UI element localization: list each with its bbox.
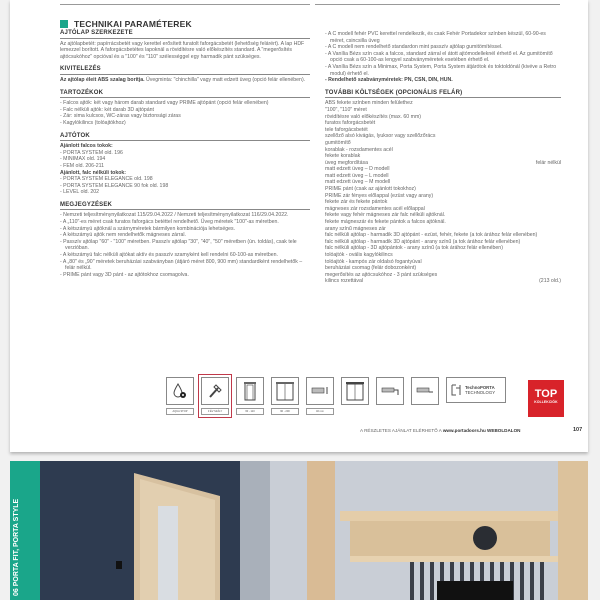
list-item: - MINIMAX old. 194 [60,156,106,163]
catalog-page [10,0,588,452]
extra-cost-item [325,278,561,285]
extra-cost-item [325,160,561,167]
list-item: - Kagylókilincs (tolóajtókhoz) [60,119,126,126]
extra-cost-label: matt edzett üveg – M modell [325,179,391,186]
extra-cost-item [325,199,561,206]
technoporta-badge: TechnoPORTA TECHNOLOGY [446,377,506,403]
thickness-icon [310,384,330,398]
icon-aqua-stop: AQUA STOP [166,377,194,415]
extra-cost-label: üveg megfordítása [325,159,368,166]
ajtolap-text: Az ajtólapbetét: papírrácsbetét vagy kerettel erősített furatolt faforgácsbetét (lehetőség felárért). A lap HDF lemezzel borított. A faforgácsbetétes lapoknál a rövidítésre való előkészítés standard. A "megerősítés ajtócsukóhoz" opcióval és a "100" és "110" szélességgel egy harmadik pánt szükséges. [60,40,305,60]
ajtolap-section [60,30,310,60]
list-item: - A kétszámyú falc nélküli ajtókat aktív és passzív szamyként kell rendelni 60-100-as méretben. [60,252,278,259]
sliding-door-icon [345,381,365,401]
extra-cost-item [325,212,561,219]
megjegyzesek-section [60,202,310,279]
kivitelezes-section [60,66,310,83]
flush-profile-icon [415,384,435,398]
extra-cost-item [325,219,561,226]
extra-cost-label: furatos faforgácsbetét [325,120,376,127]
list-item: - A kétszámyú ajtók nem rendelhetők mágneses zárral. [60,232,187,239]
standard-sizes: - Rendelhető szabványméretek: PN, CSN, DIN, HUN. [325,77,453,84]
extra-cost-label: matt edzett üveg – D modell [325,166,390,173]
extra-cost-label: falc nélküli ajtólap - 3D ajtópántok - arany színű (a tok árához felár ellenében) [325,245,503,252]
extra-cost-label: korablak - rozsdamentes acél [325,146,393,153]
icon-rebate-profile [376,377,404,405]
extra-cost-label: "100", "110" méret [325,106,367,113]
extra-cost-item [325,226,561,233]
list-item: - FEM old. 206-211 [60,162,105,169]
notes-section [325,31,561,84]
extra-cost-note: (213 old.) [539,278,561,285]
top-divider-right [315,4,560,5]
ajtotok-sub2: Ajánlott, falc nélküli tokok: [60,169,127,176]
extra-cost-item [325,166,561,173]
extra-cost-label: tolóajtók - kampós zár oldalsó fogantyúval [325,258,422,265]
list-item: - A „110"-es méret csak furatos faforgács betéttel rendelhető. Üveg méretek "100"-as méretben. [60,219,279,226]
extra-cost-item [325,252,561,259]
page-number: 107 [573,427,583,433]
extra-cost-label: matt edzett üveg – L modell [325,172,389,179]
extra-cost-note: felár nélkül [535,159,561,166]
water-drop-icon [171,382,189,400]
extra-costs-list [325,100,561,285]
ajtotok-sub1: Ajánlott falcos tokok: [60,143,113,150]
icon-sliding-door [341,377,369,405]
list-item: - PORTA SYSTEM old. 196 [60,149,123,156]
extra-cost-label: tolóajtók - ovális kagylókilincs [325,252,393,258]
extra-cost-label: megerősítés az ajtócsukóhoz - 3 pánt szükséges [325,271,438,278]
extra-cost-label: kilincs rozettával [325,278,364,285]
icon-single-door: 60 - 110 [236,377,264,415]
extra-cost-item [325,232,561,239]
list-item: - PORTA SYSTEM ELEGANCE 90 fok old. 198 [60,182,169,189]
double-door-icon [275,381,295,401]
extra-cost-label: gumitömítő [325,139,351,146]
extra-cost-item [325,193,561,200]
website-link[interactable]: www.portadoors.hu [442,428,486,433]
section-title: TECHNIKAI PARAMÉTEREK [60,19,192,29]
extra-cost-label: PRIME zár fényes előlappal (ezüst vagy arany) [325,192,434,199]
list-item: - A kétszámyú ajtóknál a szárnyméretek bármilyen kombinációja lehetséges. [60,225,236,232]
extra-cost-label: PRIME pánt (csak az ajánlott tokokhoz) [325,186,416,193]
list-item: - Falcos ajtók: két vagy három darab standard vagy PRIME ajtópánt (opció felár ellenében) [60,100,269,107]
extra-cost-item [325,107,561,114]
extra-cost-item [325,206,561,213]
extra-cost-label: arany színű mágneses zár [325,225,386,232]
extra-cost-label: fekete zár és fekete pántok [325,199,388,206]
list-item: - A C modell fehér PVC kerettel rendelkezik, és csak Fehér Portadekor színben készül, 60-90-es méret, csincsilla üveg [325,31,546,44]
extra-cost-item [325,147,561,154]
extra-cost-label: fekete korablak [325,153,361,160]
icon-double-door: 90 - 200 [271,377,299,415]
extra-cost-item [325,265,561,272]
extra-cost-label: fekete mágneszár és fekete pántok a falcos ajtóknál. [325,219,446,226]
top-collection-badge: TOP KOLLEKCIÓK [528,380,564,417]
extra-cost-label: rövidítésre való előkészítés (max. 60 mm) [325,113,421,120]
extra-cost-item [325,259,561,266]
single-door-icon [241,381,259,401]
extra-cost-item [325,186,561,193]
megjegyzesek-heading: MEGJEGYZÉSEK [60,202,310,211]
list-item: - Zár: sima kulcsos, WC-záras vagy biztonsági záras [60,113,181,120]
list-item: - Falc nélküli ajtók: két darab 3D ajtópánt [60,106,155,113]
rebate-profile-icon [380,384,400,398]
extra-cost-item [325,100,561,107]
list-item: - A C modell nem rendelhető standardon mint passzív ajtólap gumitömítéssel. [325,44,503,51]
technoporta-icon [450,383,462,397]
extra-cost-item [325,272,561,279]
extra-cost-item [325,114,561,121]
extra-costs-heading: TOVÁBBI KÖLTSÉGEK (OPCIONÁLIS FELÁR) [325,90,561,99]
hammer-icon [206,382,224,400]
list-item: - A Vanília Bézs szín a Minimax, Porta System, Porta System átjárótok és toktoldónál (kivéve a Retro modul) érhető el. [325,63,557,77]
right-column [325,31,561,285]
icon-flush-profile [411,377,439,405]
footer-text: A RÉSZLETES AJÁNLAT ELÉRHETŐ A www.portadoors.hu WEBOLDALON [360,428,521,433]
tartozekok-section [60,90,310,127]
left-column [60,30,310,278]
extra-costs-section [325,90,561,285]
interior-photo [10,461,588,600]
list-item: - A Vanília Bézs szín csak a falcos, standard zárral el átott ajtómodelleknél érhető el. Az gumitömítő opció csak a 60-100-as lengyel szabványméretek esetében érhető el. [325,50,553,64]
extra-cost-item [325,179,561,186]
list-item: - Passzív ajtólap "60" - "100" méretben. Passzív ajtólap "30", "40", "50" méretben (ún. toldás), csak tele verzióban. [60,238,297,252]
extra-cost-item [325,173,561,180]
extra-cost-item [325,239,561,246]
icon-hammer: 3 ÉV SZÁLY [201,377,229,415]
icon-thickness: 40 mm [306,377,334,415]
list-item: - LEVEL old. 202 [60,189,100,196]
extra-cost-label: beruházási csomag (felár dobozonként) [325,265,417,272]
kivitelezes-bold: Az ajtólap éleit ABS szalag borítja. [60,76,145,83]
extra-cost-label: tele faforgácsbetét [325,126,368,133]
kivitelezes-heading: KIVITELEZÉS [60,66,310,75]
chapter-sidebar: 06 PORTA FIT, PORTA STYLE [10,461,40,600]
extra-cost-label: fekete vagy fehér mágneses zár falc nélküli ajtóknál. [325,212,446,219]
extra-cost-label: falc nélküli ajtólap - harmadik 3D ajtópánt - ezüst, fehér, fekete (a tok árához felár ellenében) [325,232,538,239]
tartozekok-heading: TARTOZÉKOK [60,90,310,99]
extra-cost-label: mágneses zár rozsdamentes acél előlappal [325,205,425,212]
extra-cost-label: ABS fekete színben minden felülethez [325,100,413,107]
ajtolap-heading: AJTÓLAP SZERKEZETE [60,30,310,39]
ajtotok-heading: AJTÓTOK [60,133,310,142]
extra-cost-label: falc nélküli ajtólap - harmadik 3D ajtópánt - arany színű (a tok árához felár ellenében) [325,238,521,245]
extra-cost-item [325,140,561,147]
extra-cost-item [325,153,561,160]
list-item: - PORTA SYSTEM ELEGANCE old. 198 [60,176,153,183]
extra-cost-item [325,120,561,127]
extra-cost-item [325,127,561,134]
list-item: - PRIME pánt vagy 3D pánt - az ajtótokhoz csomagolva. [60,271,189,278]
room-illustration [10,461,588,600]
extra-cost-item [325,133,561,140]
top-divider-left [60,4,310,5]
list-item: - A „80" és „90" méretek beruházási szabványban (átjáró méret 800, 900 mm) standardként rendelhetők – felár nélkül. [60,258,303,272]
extra-cost-item [325,245,561,252]
kivitelezes-text: Üvegminta: "chinchilla" vagy matt edzett üveg (opció felár ellenében). [144,76,306,83]
feature-icons [166,377,506,415]
title-square-icon [60,20,68,28]
ajtotok-section [60,133,310,196]
list-item: - Nemzeti teljesítménynyilatkozat 115/29.04.2022 / Nemzeti teljesítménynyilatkozat 116/29.04.2022. [60,212,289,219]
extra-cost-label: szellőző alsó kivágás, lyuksor vagy szellőzőrács [325,133,436,140]
